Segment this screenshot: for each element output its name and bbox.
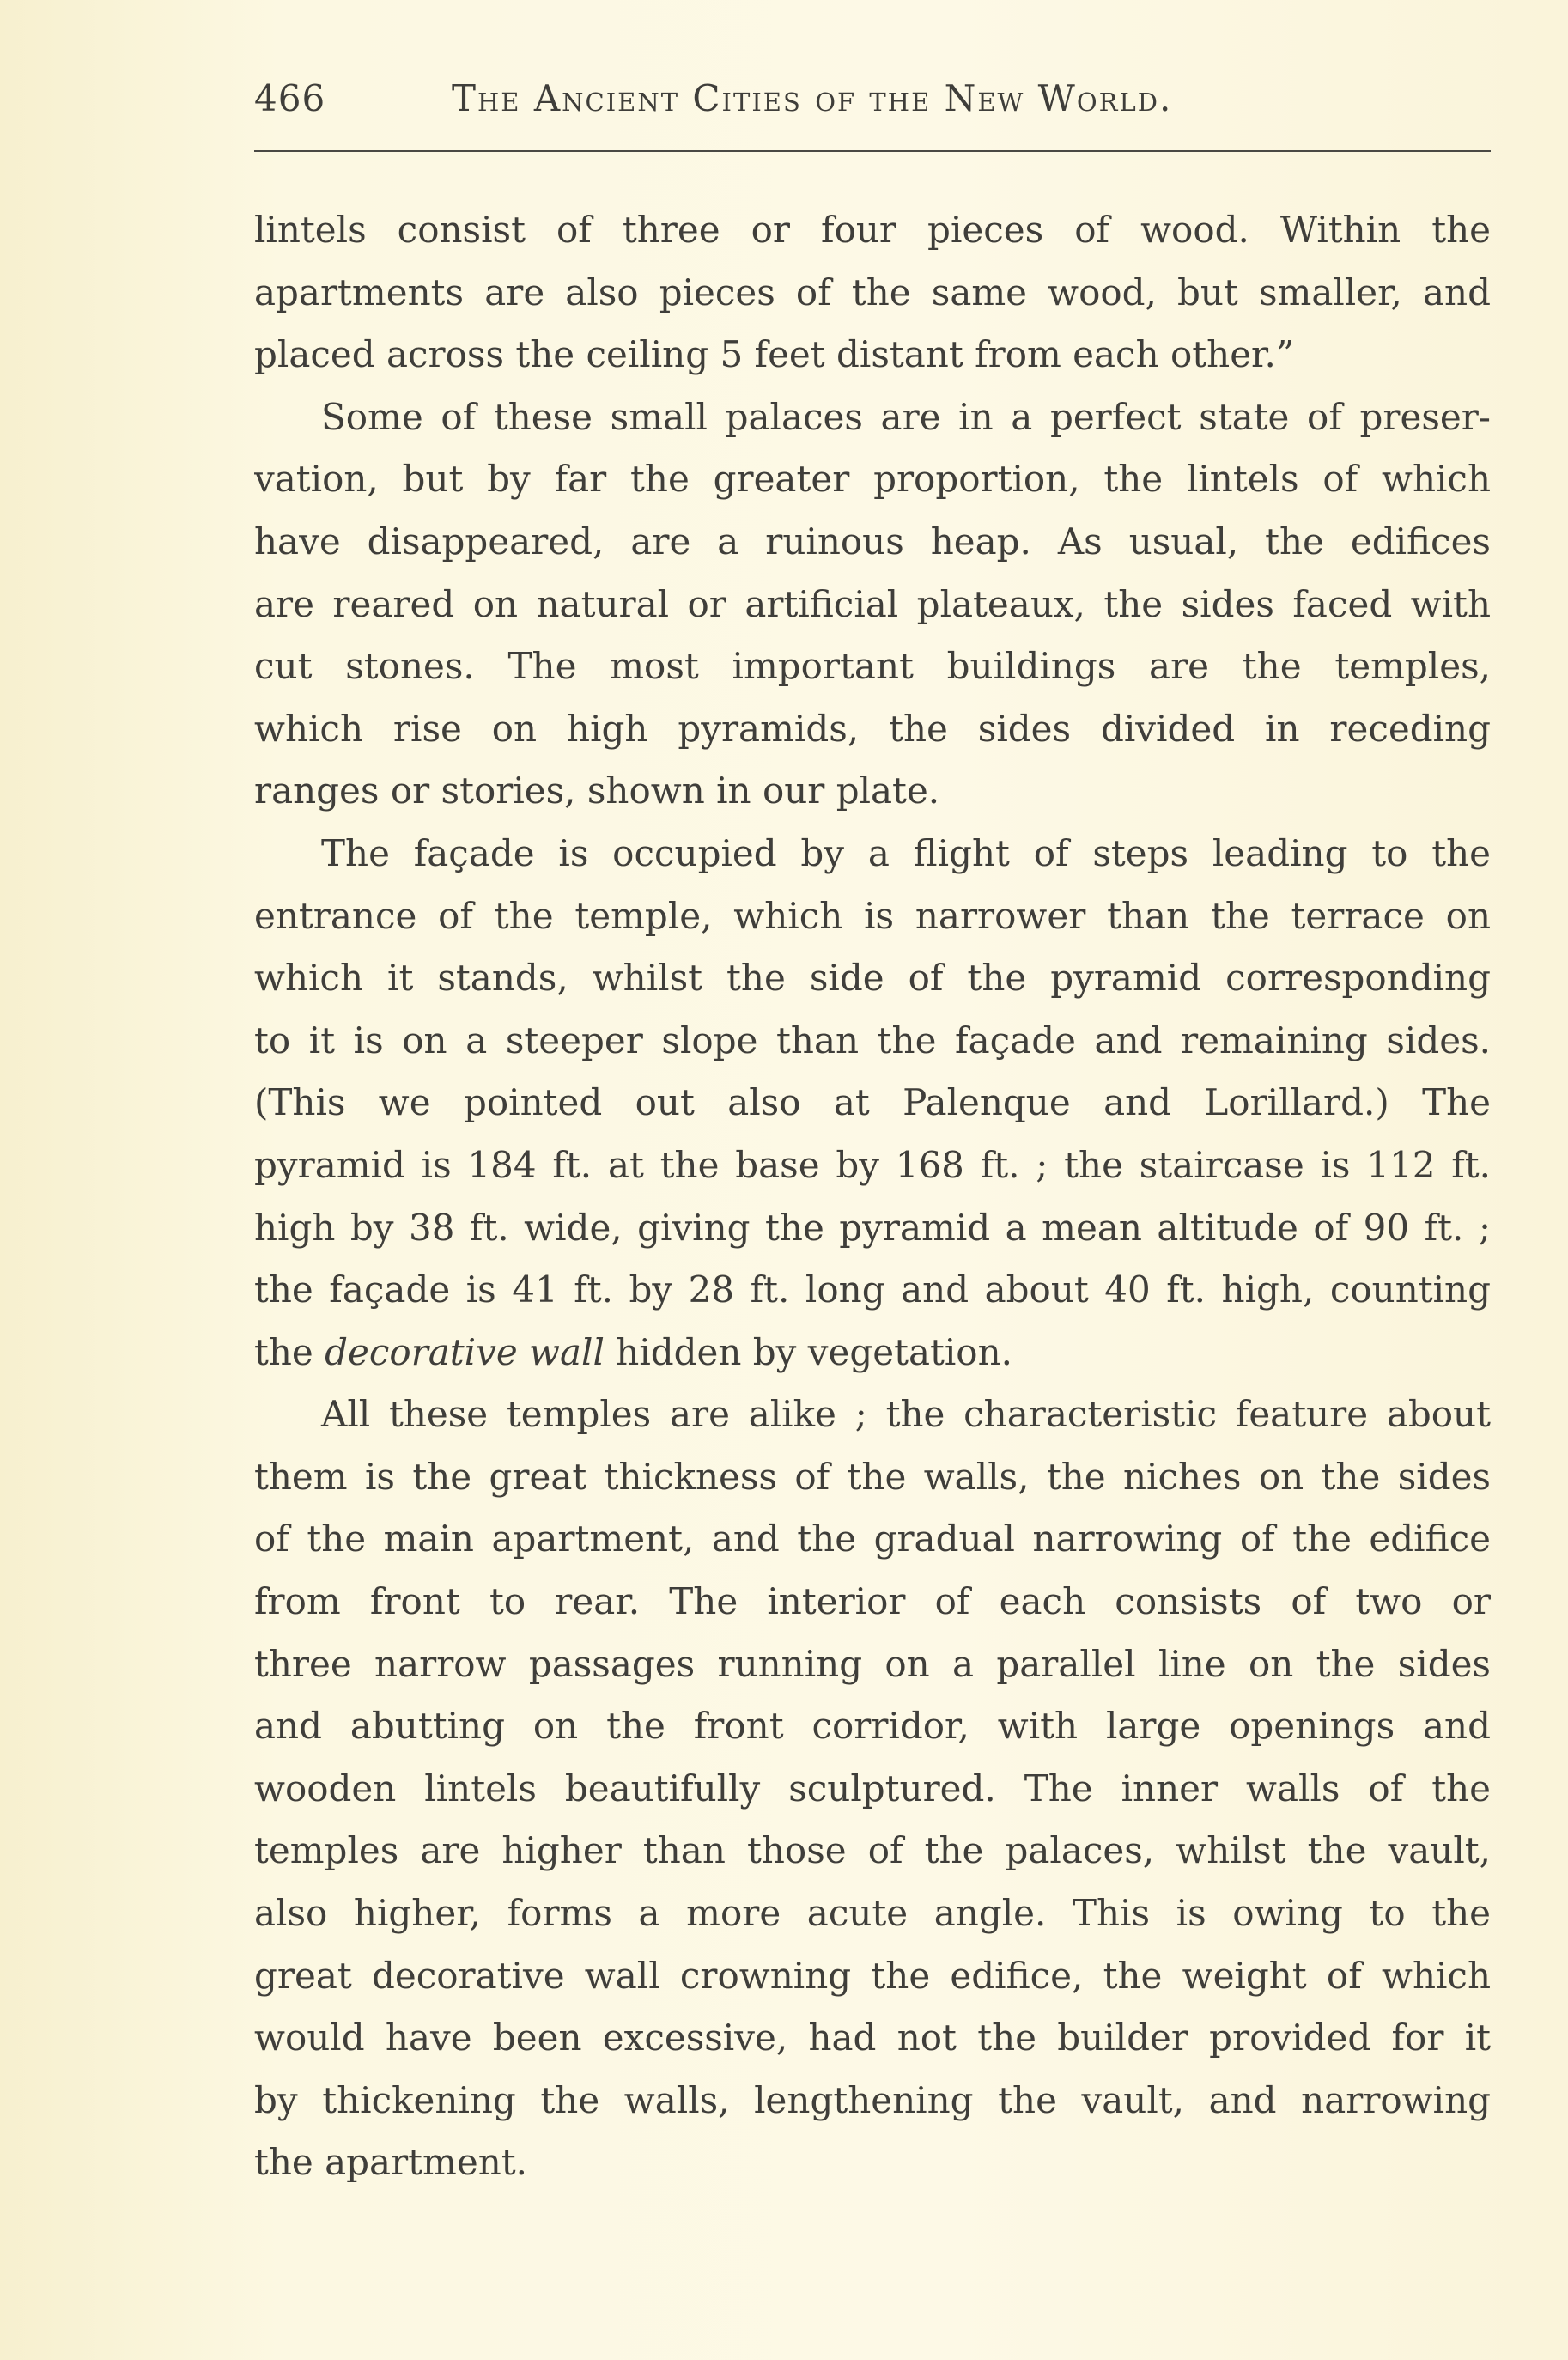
text-line: cut stones. The most important buildings are the temples, — [254, 645, 1491, 688]
text-line: which rise on high pyramids, the sides divided in receding — [254, 707, 1491, 750]
text-line: Some of these small palaces are in a perfect state of preser- — [321, 395, 1491, 438]
text-line: the apartment. — [254, 2141, 528, 2184]
page-number: 466 — [254, 77, 326, 119]
text-line: (This we pointed out also at Palenque and Lorillard.) The — [254, 1081, 1491, 1124]
text-line: wooden lintels beautifully sculptured. The inner walls of the — [254, 1767, 1491, 1810]
text-line: three narrow passages running on a parallel line on the sides — [254, 1642, 1491, 1685]
text-line: temples are higher than those of the palaces, whilst the vault, — [254, 1829, 1491, 1872]
body-text — [254, 199, 1491, 2194]
text-line: have disappeared, are a ruinous heap. As usual, the edifices — [254, 520, 1491, 563]
text-line: pyramid is 184 ft. at the base by 168 ft. ; the staircase is 112 ft. — [254, 1143, 1491, 1186]
page-header — [254, 77, 1494, 125]
line-text-after: hidden by vegetation. — [604, 1330, 1012, 1373]
text-line: apartments are also pieces of the same wood, but smaller, and — [254, 271, 1491, 313]
line-text-before: the — [254, 1330, 325, 1373]
text-line: to it is on a steeper slope than the façade and remaining sides. — [254, 1019, 1491, 1061]
text-line: also higher, forms a more acute angle. This is owing to the — [254, 1892, 1491, 1935]
text-line-with-italic — [254, 1322, 1491, 1384]
text-line: and abutting on the front corridor, with large openings and — [254, 1705, 1491, 1748]
text-line: All these temples are alike ; the characteristic feature about — [321, 1393, 1491, 1436]
text-line: ranges or stories, shown in our plate. — [254, 769, 940, 812]
header-rule — [254, 150, 1491, 152]
text-line: great decorative wall crowning the edifice, the weight of which — [254, 1954, 1491, 1997]
text-line: would have been excessive, had not the builder provided for it — [254, 2016, 1491, 2059]
text-line: lintels consist of three or four pieces of wood. Within the — [254, 209, 1491, 251]
text-line: them is the great thickness of the walls, the niches on the sides — [254, 1455, 1491, 1498]
text-line: are reared on natural or artificial plateaux, the sides faced with — [254, 582, 1491, 625]
text-line: of the main apartment, and the gradual narrowing of the edifice — [254, 1518, 1491, 1560]
text-line: by thickening the walls, lengthening the vault, and narrowing — [254, 2078, 1491, 2121]
text-line: from front to rear. The interior of each consists of two or — [254, 1580, 1491, 1623]
text-line: vation, but by far the greater proportion, the lintels of which — [254, 458, 1491, 501]
text-line: placed across the ceiling 5 feet distant from each other.” — [254, 333, 1295, 376]
text-line: which it stands, whilst the side of the pyramid corresponding — [254, 957, 1491, 1000]
text-line: entrance of the temple, which is narrower than the terrace on — [254, 894, 1491, 937]
text-line: The façade is occupied by a flight of steps leading to the — [321, 831, 1491, 874]
text-line: high by 38 ft. wide, giving the pyramid a mean altitude of 90 ft. ; — [254, 1206, 1491, 1249]
italic-phrase: decorative wall — [325, 1330, 605, 1373]
running-title: The Ancient Cities of the New World. — [452, 77, 1173, 119]
text-line: the façade is 41 ft. by 28 ft. long and about 40 ft. high, counting — [254, 1268, 1491, 1311]
